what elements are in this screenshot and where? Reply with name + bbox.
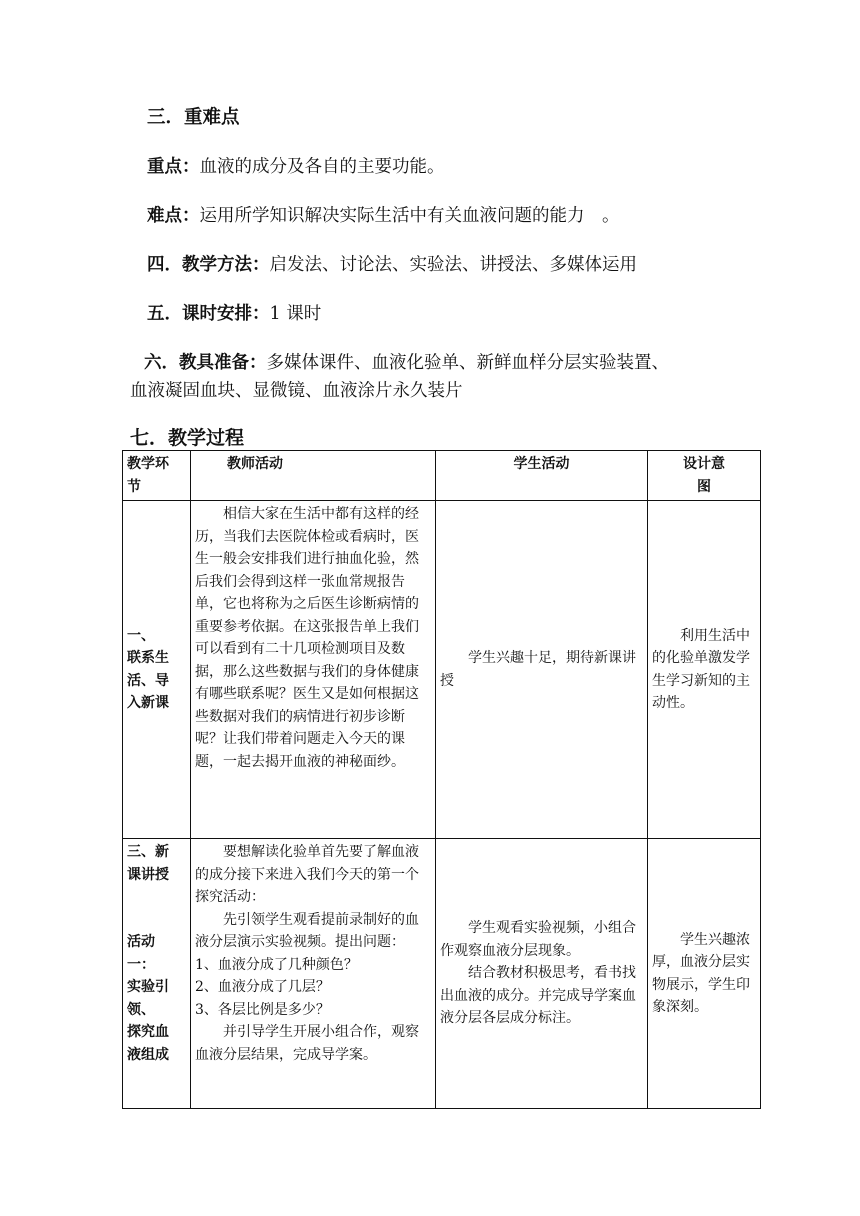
row2-teacher — [191, 839, 436, 1109]
lesson-table — [122, 450, 761, 1109]
section-5-text: 1 课时 — [269, 304, 322, 324]
header-stage: 教学环 节 — [123, 451, 191, 501]
row2-student — [436, 839, 648, 1109]
header-teacher: 教师活动 — [191, 451, 436, 501]
section-3-title: 三．重难点 — [147, 107, 240, 128]
table-row — [123, 839, 761, 1109]
row2-design: 学生兴趣浓厚，血液分层实物展示，学生印象深刻。 — [648, 839, 761, 1109]
key-point-line — [147, 155, 445, 179]
row2-teacher-p3: 并引导学生开展小组合作，观察血液分层结果，完成导学案。 — [195, 1024, 419, 1063]
section-6-line-2 — [130, 379, 463, 403]
table-header-row — [123, 451, 761, 501]
row2-student-p2: 结合教材积极思考，看书找出血液的成分。并完成导学案血液分层各层成分标注。 — [440, 965, 636, 1027]
row2-question-3: 3、各层比例是多少？ — [195, 1001, 330, 1018]
header-design: 设计意 图 — [648, 451, 761, 501]
section-4-line — [147, 253, 637, 277]
section-6-text-1: 多媒体课件、血液化验单、新鲜血样分层实验装置、 — [266, 353, 669, 373]
section-6-line — [144, 351, 669, 375]
difficult-point-line — [147, 204, 620, 228]
row2-stage: 三、新 课讲授 活动 一： 实验引 领、 探究血 液组成 — [123, 839, 191, 1109]
row2-teacher-p1: 要想解读化验单首先要了解血液的成分接下来进入我们今天的第一个探究活动： — [195, 844, 419, 905]
row2-question-1: 1、血液分成了几种颜色？ — [195, 956, 358, 973]
row2-question-2: 2、血液分成了几层？ — [195, 979, 330, 995]
section-5-line — [147, 302, 321, 326]
section-6-text-2: 血液凝固血块、显微镜、血液涂片永久装片 — [130, 381, 463, 401]
row1-stage: 一、 联系生 活、导 入新课 — [123, 501, 191, 839]
difficult-point-label: 难点： — [147, 206, 200, 226]
difficult-point-text: 运用所学知识解决实际生活中有关血液问题的能力 。 — [199, 206, 620, 226]
section-7-title: 七．教学过程 — [130, 427, 245, 449]
section-6-label: 六．教具准备： — [144, 353, 267, 373]
row1-design: 利用生活中的化验单激发学生学习新知的主动性。 — [648, 501, 761, 839]
key-point-label: 重点： — [147, 157, 200, 177]
section-5-label: 五．课时安排： — [147, 304, 270, 324]
section-4-text: 启发法、讨论法、实验法、讲授法、多媒体运用 — [269, 255, 637, 275]
row2-teacher-p2: 先引领学生观看提前录制好的血液分层演示实验视频。提出问题： — [195, 911, 419, 950]
key-point-text: 血液的成分及各自的主要功能。 — [199, 157, 445, 177]
row2-student-p1: 学生观看实验视频，小组合作观察血液分层现象。 — [440, 920, 636, 959]
row1-student: 学生兴趣十足，期待新课讲授 — [436, 501, 648, 839]
table-row — [123, 501, 761, 839]
row1-teacher: 相信大家在生活中都有这样的经历，当我们去医院体检或看病时，医生一般会安排我们进行抽血化验，然后我们会得到这样一张血常规报告单，它也将称为之后医生诊断病情的重要参考依据。在这张报告单上我们可以看到有二十几项检测项目及数据，那么这些数据与我们的身体健康有哪些联系呢？医生又是如何根据这些数据对我们的病情进行初步诊断呢？让我们带着问题走入今天的课题，一起去揭开血液的神秘面纱。 — [191, 501, 436, 839]
section-4-label: 四．教学方法： — [147, 255, 270, 275]
header-student: 学生活动 — [436, 451, 648, 501]
